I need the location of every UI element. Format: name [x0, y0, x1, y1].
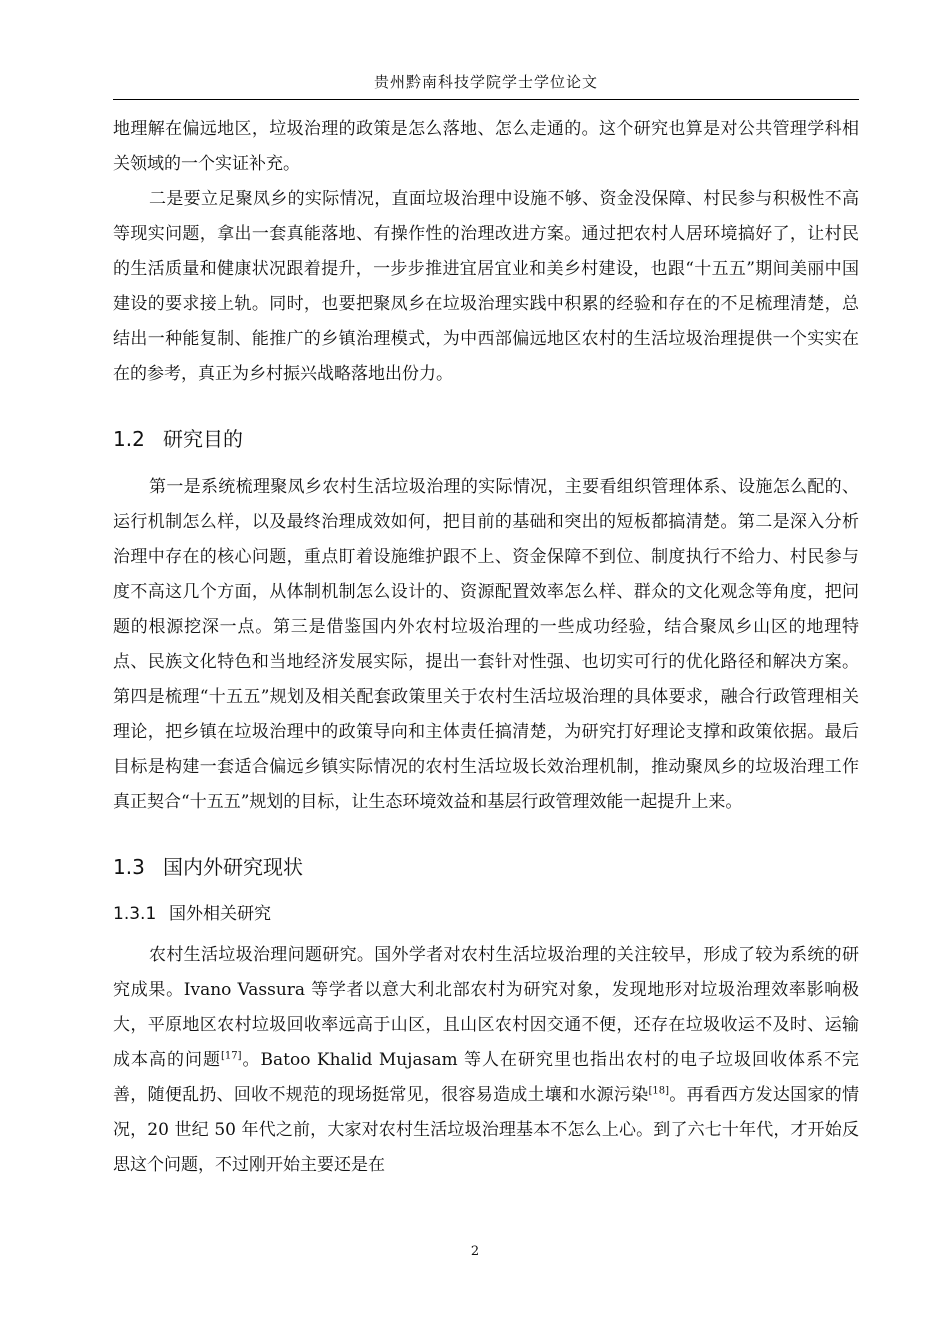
- paragraph-significance: 二是要立足聚凤乡的实际情况，直面垃圾治理中设施不够、资金没保障、村民参与积极性不高等现实问题，拿出一套真能落地、有操作性的治理改进方案。通过把农村人居环境搞好了，让村民的生活质量和健康状况跟着提升，一步步推进宜居宜业和美乡村建设，也跟“十五五”期间美丽中国建设的要求接上轨。同时，也要把聚凤乡在垃圾治理实践中积累的经验和存在的不足梳理清楚，总结出一种能复制、能推广的乡镇治理模式，为中西部偏远地区农村的生活垃圾治理提供一个实实在在的参考，真正为乡村振兴战略落地出份力。: [113, 189, 859, 384]
- section-heading-1-2: [113, 424, 859, 454]
- section-number: 1.3: [113, 855, 145, 879]
- section-title: 国内外研究现状: [163, 855, 303, 879]
- paragraph-research-goals: 第一是系统梳理聚凤乡农村生活垃圾治理的实际情况，主要看组织管理体系、设施怎么配的、运行机制怎么样，以及最终治理成效如何，把目前的基础和突出的短板都搞清楚。第二是深入分析治理中存在的核心问题，重点盯着设施维护跟不上、资金保障不到位、制度执行不给力、村民参与度不高这几个方面，从体制机制怎么设计的、资源配置效率怎么样、群众的文化观念等角度，把问题的根源挖深一点。第三是借鉴国内外农村垃圾治理的一些成功经验，结合聚凤乡山区的地理特点、民族文化特色和当地经济发展实际，提出一套针对性强、也切实可行的优化路径和解决方案。第四是梳理“十五五”规划及相关配套政策里关于农村生活垃圾治理的具体要求，融合行政管理相关理论，把乡镇在垃圾治理中的政策导向和主体责任搞清楚，为研究打好理论支撑和政策依据。最后目标是构建一套适合偏远乡镇实际情况的农村生活垃圾长效治理机制，推动聚凤乡的垃圾治理工作真正契合“十五五”规划的目标，让生态环境效益和基层行政管理效能一起提升上来。: [113, 477, 859, 812]
- subsection-number: 1.3.1: [113, 904, 157, 924]
- citation-ref-18: [18]: [648, 1085, 669, 1097]
- subsection-title: 国外相关研究: [169, 904, 271, 924]
- page-header: 贵州黔南科技学院学士学位论文: [113, 66, 859, 100]
- section-number: 1.2: [113, 427, 145, 451]
- paragraph-text-part: 农村生活垃圾治理问题研究。国外学者对农村生活垃圾治理的关注较早，形成了较为系统的研究成果。Ivano Vassura 等学者以意大利北部农村为研究对象，发现地形对垃圾治理效率影响极大，平原地区农村垃圾回收率远高于山区，且山区农村因交通不便，还存在垃圾收运不及时、运输成本高的问题: [113, 945, 859, 1070]
- paragraph-text-part: 。再看西方发达国家的情况，20 世纪 50 年代之前，大家对农村生活垃圾治理基本不怎么上心。到了六七十年代，才开始反思这个问题，不过刚开始主要还是在: [113, 1085, 860, 1175]
- paragraph-text-part: 。Batoo Khalid Mujasam 等人在研究里也指出农村的电子垃圾回收体系不完善，随便乱扔、回收不规范的现场挺常见，很容易造成土壤和水源污染: [113, 1050, 860, 1105]
- subsection-heading-1-3-1: [113, 900, 859, 928]
- page-number: 2: [470, 1244, 480, 1259]
- section-heading-1-3: [113, 852, 859, 882]
- paragraph-continuation: 地理解在偏远地区，垃圾治理的政策是怎么落地、怎么走通的。这个研究也算是对公共管理学科相关领域的一个实证补充。: [113, 119, 859, 174]
- section-title: 研究目的: [163, 427, 243, 451]
- citation-ref-17: [17]: [221, 1050, 242, 1062]
- paragraph-foreign-research: [113, 938, 859, 1183]
- document-body: [113, 112, 859, 1183]
